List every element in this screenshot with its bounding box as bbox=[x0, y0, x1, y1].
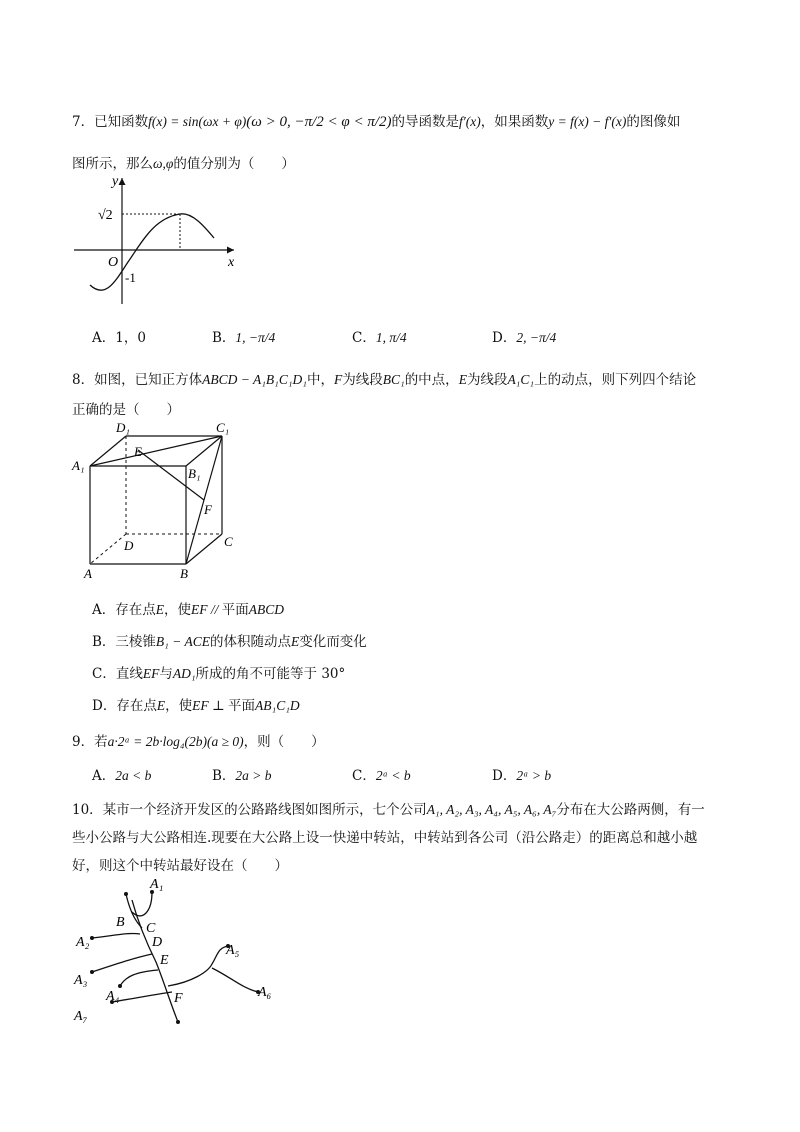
option-letter: A． bbox=[92, 768, 116, 784]
q8-stem-line2 bbox=[72, 398, 180, 418]
q7-function: f(x) = sin(ωx + φ) bbox=[148, 114, 247, 129]
q7-stem-line1 bbox=[72, 110, 680, 131]
label-b: B bbox=[180, 566, 188, 581]
option-text: 2ᵃ > b bbox=[516, 768, 552, 783]
option-text: ，使 bbox=[165, 698, 193, 714]
option-text: 2, −π/4 bbox=[516, 330, 557, 345]
option-math: EF bbox=[142, 666, 160, 681]
option-letter: A． bbox=[92, 602, 116, 618]
q7-y-function: y = f(x) − f′(x) bbox=[548, 114, 627, 129]
road-a7 bbox=[112, 992, 172, 1002]
q8-option-d[interactable] bbox=[92, 694, 300, 714]
q9-option-c[interactable] bbox=[352, 764, 411, 784]
option-text: ，使 bbox=[164, 602, 191, 618]
label-c1: C₁ bbox=[216, 422, 230, 435]
option-text: 1, π/4 bbox=[375, 330, 407, 345]
q7-option-a[interactable] bbox=[92, 326, 146, 346]
q8-segment: A₁C₁ bbox=[507, 372, 535, 387]
q7-number: 7． bbox=[72, 114, 95, 130]
option-letter: B． bbox=[92, 634, 116, 650]
q8-option-a[interactable] bbox=[92, 598, 284, 618]
q7-graph bbox=[68, 172, 268, 312]
option-text: 2a < b bbox=[115, 768, 152, 783]
max-label: √2 bbox=[98, 208, 113, 223]
q7-vars: ω,φ bbox=[153, 156, 174, 171]
option-letter: C． bbox=[92, 666, 116, 682]
q9-equation: a·2ᵃ = 2b·log₄(2b)(a ≥ 0) bbox=[107, 734, 244, 749]
q7-text: 的导函数是 bbox=[391, 114, 460, 130]
q10-companies: A₁, A₂, A₃, A₄, A₅, A₆, A₇ bbox=[426, 802, 557, 817]
option-letter: D． bbox=[492, 330, 517, 346]
origin-label: O bbox=[108, 255, 119, 270]
q10-number: 10． bbox=[72, 802, 103, 818]
main-road bbox=[132, 900, 178, 1022]
label-d: D bbox=[152, 935, 163, 950]
label-c: C bbox=[224, 534, 233, 549]
option-text: 直线 bbox=[115, 666, 143, 682]
road-a5 bbox=[168, 946, 228, 986]
q8-text: 为线段 bbox=[466, 372, 508, 388]
option-letter: D． bbox=[92, 698, 117, 714]
q8-point-f: F bbox=[333, 372, 343, 387]
option-letter: B． bbox=[212, 768, 236, 784]
option-math: ABCD bbox=[248, 602, 284, 617]
option-text: 2a > b bbox=[235, 768, 272, 783]
option-text: 存在点 bbox=[115, 602, 156, 618]
option-text: 2ᵃ < b bbox=[375, 768, 411, 783]
label-d1: D₁ bbox=[116, 422, 130, 435]
q7-text: 的图像如 bbox=[626, 114, 681, 130]
option-text: 平面 bbox=[221, 602, 249, 618]
q7-option-c[interactable] bbox=[352, 326, 407, 346]
q7-text: ，如果函数 bbox=[480, 114, 549, 130]
q8-cube-figure bbox=[70, 422, 250, 582]
q8-cube-name: ABCD − A₁B₁C₁D₁ bbox=[202, 372, 307, 387]
q10-text: 某市一个经济开发区的公路路线图如图所示，七个公司 bbox=[102, 802, 427, 818]
option-text: 平面 bbox=[228, 698, 256, 714]
q9-option-b[interactable] bbox=[212, 764, 272, 784]
option-text: 所成的角不可能等于 30° bbox=[195, 666, 346, 682]
q9-option-d[interactable] bbox=[492, 764, 551, 784]
label-a5: A₅ bbox=[226, 943, 240, 958]
option-text: 1, −π/4 bbox=[235, 330, 276, 345]
q10-stem-line3 bbox=[72, 854, 288, 874]
option-letter: C． bbox=[352, 768, 376, 784]
label-f: F bbox=[204, 502, 212, 517]
q9-option-a[interactable] bbox=[92, 764, 151, 784]
q8-option-c[interactable] bbox=[92, 662, 345, 682]
option-letter: B． bbox=[212, 330, 236, 346]
q7-text: 图所示，那么 bbox=[72, 156, 153, 172]
q7-stem-line2 bbox=[72, 152, 295, 172]
curve bbox=[90, 214, 214, 290]
q10-text: 好，则这个中转站最好设在（ ） bbox=[72, 858, 288, 874]
option-math: EF ⊥ bbox=[192, 698, 229, 713]
min-label: -1 bbox=[125, 270, 136, 285]
q10-stem-line2 bbox=[72, 826, 697, 846]
option-text: 与 bbox=[159, 666, 173, 682]
q8-option-b[interactable] bbox=[92, 630, 367, 650]
q8-text: 为线段 bbox=[342, 372, 383, 388]
q8-text: 如图，已知正方体 bbox=[94, 372, 203, 388]
option-letter: D． bbox=[492, 768, 517, 784]
q7-option-d[interactable] bbox=[492, 326, 556, 346]
option-math: EF // bbox=[191, 602, 222, 617]
q7-text: 已知函数 bbox=[94, 114, 149, 130]
q8-text: 的中点， bbox=[404, 372, 459, 388]
option-letter: A． bbox=[92, 330, 116, 346]
q8-number: 8． bbox=[72, 372, 95, 388]
option-math: E bbox=[156, 698, 166, 713]
label-b: B bbox=[116, 915, 125, 930]
label-e: E bbox=[134, 444, 142, 459]
q9-text: ，则（ ） bbox=[243, 734, 325, 750]
option-letter: C． bbox=[352, 330, 376, 346]
q7-text: 的值分别为（ ） bbox=[173, 156, 295, 172]
option-text: 1，0 bbox=[115, 330, 146, 346]
road-a6 bbox=[212, 968, 258, 992]
label-a4: A₄ bbox=[106, 989, 120, 1004]
option-text: 存在点 bbox=[116, 698, 157, 714]
option-text: 三棱锥 bbox=[115, 634, 156, 650]
q8-segment: BC₁ bbox=[382, 372, 405, 387]
road-a4 bbox=[120, 970, 158, 986]
q9-number: 9． bbox=[72, 734, 95, 750]
q9-stem bbox=[72, 730, 325, 750]
q10-text: 些小公路与大公路相连.现要在大公路上设一快递中转站，中转站到各公司（沿公路走）的距离总和越小越 bbox=[72, 830, 698, 846]
q7-derivative: f′(x) bbox=[459, 114, 481, 129]
option-math: B₁ − ACE bbox=[155, 634, 210, 649]
label-a2: A₂ bbox=[76, 935, 90, 950]
q9-text: 若 bbox=[94, 734, 108, 750]
q10-road-map bbox=[72, 872, 292, 1032]
label-d: D bbox=[124, 538, 134, 553]
option-math: AD₁ bbox=[172, 666, 196, 681]
q8-stem-line1 bbox=[72, 368, 696, 388]
option-text: 变化而变化 bbox=[299, 634, 367, 650]
label-a1: A₁ bbox=[72, 458, 85, 473]
y-label: y bbox=[112, 174, 119, 189]
label-a3: A₃ bbox=[74, 973, 88, 988]
label-b1: B₁ bbox=[188, 466, 201, 481]
q7-condition: (ω > 0, −π/2 < φ < π/2) bbox=[246, 114, 392, 130]
label-a6: A₆ bbox=[258, 985, 272, 1000]
label-a: A bbox=[84, 566, 92, 581]
option-text: 的体积随动点 bbox=[209, 634, 291, 650]
x-label: x bbox=[228, 255, 235, 270]
q8-text: 上的动点，则下列四个结论 bbox=[534, 372, 697, 388]
label-a1: A₁ bbox=[150, 877, 164, 892]
q8-text: 正确的是（ ） bbox=[72, 402, 180, 418]
label-f: F bbox=[174, 991, 183, 1006]
option-math: E bbox=[155, 602, 164, 617]
label-e: E bbox=[160, 953, 169, 968]
q7-option-b[interactable] bbox=[212, 326, 275, 346]
road-a2 bbox=[92, 933, 140, 938]
q8-point-e: E bbox=[458, 372, 467, 387]
option-math: E bbox=[290, 634, 300, 649]
option-math: AB₁C₁D bbox=[255, 698, 300, 713]
label-a7: A₇ bbox=[74, 1009, 88, 1024]
q8-text: 中， bbox=[306, 372, 334, 388]
label-c: C bbox=[146, 921, 156, 936]
q10-text: 分布在大公路两侧，有一 bbox=[556, 802, 705, 818]
q10-stem-line1 bbox=[72, 798, 705, 818]
road-a3 bbox=[92, 954, 152, 972]
